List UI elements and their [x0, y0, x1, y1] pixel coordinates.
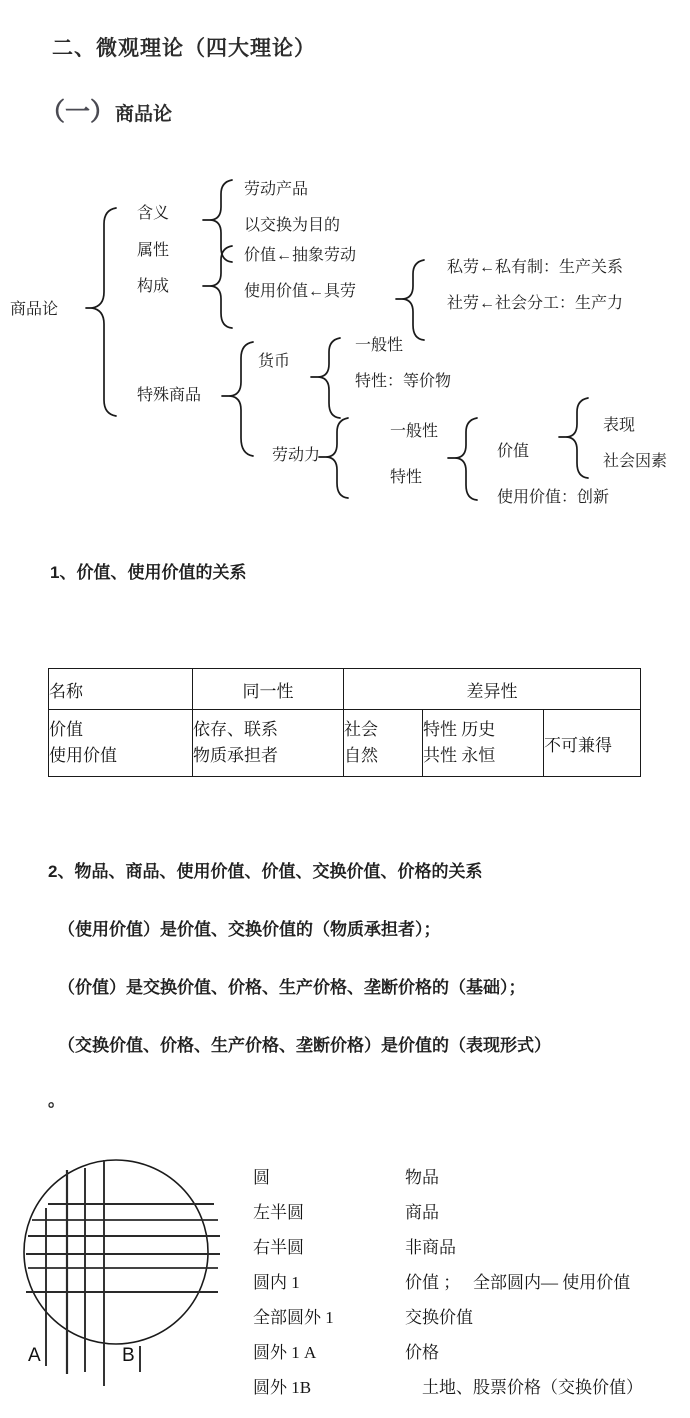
tree-node-ld-jiazhi: 价值 [497, 443, 530, 460]
legend-item [253, 1368, 643, 1403]
tree-node-yi-jiaohuan: 以交换为目的 [244, 217, 341, 234]
table-header-name: 名称 [49, 669, 193, 710]
figure-legend [253, 1158, 643, 1403]
table-cell-identity-line-2: 物质承担者 [193, 746, 278, 765]
legend-term: 圆外 1 A [253, 1343, 317, 1362]
circle-venn-figure [22, 1150, 237, 1418]
section-2-label: 2、物品、商品、使用价值、价值、交换价值、价格的关系 [48, 862, 483, 881]
tree-node-huobi-texing: 特性：等价物 [355, 373, 452, 390]
table-header-row [49, 669, 641, 710]
tree-node-laodongli: 劳动力 [272, 447, 321, 464]
legend-definition: 交换价值 [405, 1308, 473, 1327]
legend-definition: 土地、股票价格（交换价值） [405, 1378, 643, 1397]
legend-definition: 物品 [405, 1168, 439, 1187]
tree-node-biaoxian: 表现 [603, 417, 636, 434]
tree-node-shuxing: 属性 [137, 242, 170, 259]
legend-term: 圆外 1B [253, 1378, 312, 1397]
legend-term: 圆内 1 [253, 1273, 300, 1292]
table-row [49, 710, 641, 777]
table-header-difference: 差异性 [344, 669, 641, 710]
tree-braces-svg [0, 150, 690, 530]
legend-item [253, 1333, 643, 1368]
tree-node-ld-yibanxing: 一般性 [390, 423, 439, 440]
tree-node-hanyi: 含义 [137, 205, 170, 222]
tree-node-laodong-chanpin: 劳动产品 [244, 181, 309, 198]
table-cell-name [49, 710, 193, 777]
tree-node-ld-shiyong-jiazhi: 使用价值：创新 [497, 489, 610, 506]
tree-root-label: 商品论 [10, 301, 59, 318]
legend-definition: 非商品 [405, 1238, 456, 1257]
tree-node-teshu-shangpin: 特殊商品 [137, 387, 202, 404]
legend-item [253, 1228, 643, 1263]
table-cell-identity-line-1: 依存、联系 [193, 719, 278, 739]
section-2-line-2: （价值）是交换价值、价格、生产价格、垄断价格的（基础）； [58, 978, 526, 997]
table-cell-diff-b [423, 710, 544, 777]
subtitle-enumerator: （一） [40, 98, 116, 126]
tree-node-huobi-yibanxing: 一般性 [355, 337, 404, 354]
legend-term: 圆 [253, 1168, 270, 1187]
tree-node-goucheng: 构成 [137, 278, 170, 295]
table-cell-diff-c: 不可兼得 [544, 710, 641, 777]
section-2-line-1: （使用价值）是价值、交换价值的（物质承担者）； [58, 920, 441, 939]
legend-term: 左半圆 [253, 1203, 304, 1222]
page-title: 二、微观理论（四大理论） [52, 37, 316, 60]
commodity-theory-tree-diagram [0, 150, 690, 530]
circle-figure-svg [22, 1150, 237, 1418]
table-cell-diff-b-line-1: 特性 历史 [423, 719, 496, 739]
tree-node-huobi: 货币 [258, 353, 291, 370]
tree-node-silao: 私劳←私有制：生产关系 [447, 259, 624, 276]
section-2-trailing-period: 。 [48, 1091, 65, 1110]
tree-node-ld-texing: 特性 [390, 469, 423, 486]
legend-term: 全部圆外 1 [253, 1308, 334, 1327]
table-cell-diff-a [344, 710, 423, 777]
tree-node-shehui-yinsu: 社会因素 [603, 453, 668, 470]
tree-node-jiazhi-chouxiang: 价值←抽象劳动 [244, 247, 357, 264]
legend-definition: 价值 ； 全部圆内— 使用价值 [405, 1273, 631, 1292]
legend-term: 右半圆 [253, 1238, 304, 1257]
legend-item [253, 1193, 643, 1228]
table-cell-name-line-2: 使用价值 [49, 746, 117, 765]
subtitle-text: 商品论 [115, 104, 173, 125]
tree-node-shiyong-jiazhi-julao: 使用价值←具劳 [244, 283, 357, 300]
table-cell-diff-a-line-1: 社会 [344, 719, 378, 739]
table-cell-name-line-1: 价值 [49, 719, 83, 739]
tree-node-shelao: 社劳←社会分工：生产力 [447, 295, 624, 312]
figure-label-b: B [122, 1345, 135, 1366]
section-subtitle [40, 92, 172, 128]
table-cell-identity [193, 710, 344, 777]
legend-definition: 价格 [405, 1343, 439, 1362]
section-1-label: 1、价值、使用价值的关系 [50, 563, 247, 582]
section-2-line-3: （交换价值、价格、生产价格、垄断价格）是价值的（表现形式） [58, 1036, 551, 1055]
legend-item [253, 1158, 643, 1193]
figure-label-a: A [28, 1345, 41, 1366]
value-usevalue-relation-table [48, 668, 641, 777]
table-cell-diff-b-line-2: 共性 永恒 [423, 746, 496, 765]
table-cell-diff-a-line-2: 自然 [344, 746, 378, 765]
legend-definition: 商品 [405, 1203, 439, 1222]
legend-item [253, 1298, 643, 1333]
legend-item [253, 1263, 643, 1298]
table-header-identity: 同一性 [193, 669, 344, 710]
